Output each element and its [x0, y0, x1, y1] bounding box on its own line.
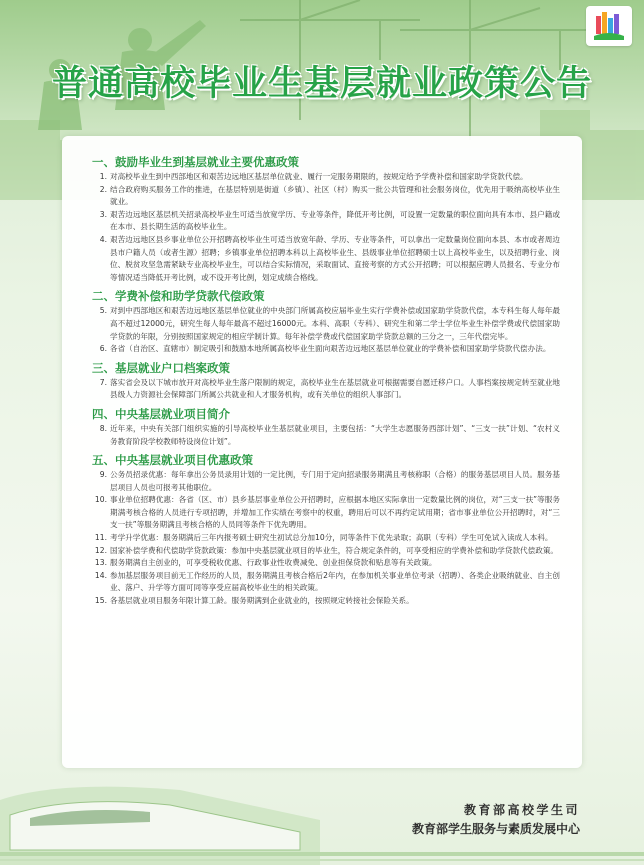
- list-item: [94, 234, 560, 284]
- issuer-line-2: 教育部学生服务与素质发展中心: [411, 822, 580, 836]
- item-text: 各省（自治区、直辖市）制定吸引和鼓励本地所属高校毕业生面向艰苦边远地区基层单位就业的学费补偿和国家助学贷款代偿办法。: [110, 344, 551, 354]
- list-item: [94, 305, 560, 343]
- section-title: 四、中央基层就业项目简介: [92, 406, 230, 421]
- section-title: 二、学费补偿和助学贷款代偿政策: [92, 289, 265, 304]
- list-item: [94, 545, 560, 558]
- item-text: 各基层就业项目服务年限计算工龄。服务期满到企业就业的，按照规定转接社会保险关系。: [110, 596, 414, 606]
- list-item: [94, 423, 560, 448]
- item-number: 5.: [99, 306, 107, 316]
- section-3: [94, 360, 560, 402]
- issuer-signature: [412, 800, 580, 838]
- policy-content-panel: [62, 136, 582, 768]
- list-item: [94, 494, 560, 532]
- section-4: [94, 406, 560, 448]
- list-item: [94, 595, 560, 608]
- list-item: [94, 469, 560, 494]
- item-text: 艰苦边远地区基层机关招录高校毕业生可适当放宽学历、专业等条件，降低开考比例，可设置一定数量的职位面向具有本市、县户籍或在本市、县长期生活的高校毕业生。: [110, 209, 560, 232]
- list-item: [94, 377, 560, 402]
- item-number: 8.: [99, 423, 107, 433]
- item-text: 考学升学优惠：服务期满后三年内报考硕士研究生初试总分加10分，同等条件下优先录取；高职（专科）学生可免试入读成人本科。: [110, 533, 553, 543]
- item-text: 国家补偿学费和代偿助学贷款政策：参加中央基层就业项目的毕业生，符合规定条件的，可享受相应的学费补偿和助学贷款代偿政策。: [110, 545, 559, 555]
- item-number: 7.: [99, 377, 107, 387]
- item-number: 12.: [94, 545, 107, 555]
- item-number: 9.: [99, 470, 107, 480]
- item-text: 对高校毕业生到中西部地区和艰苦边远地区基层单位就业、履行一定服务期限的，按规定给予学费补偿和国家助学贷款代偿。: [110, 172, 528, 181]
- list-item: [94, 209, 560, 234]
- brand-logo: [586, 6, 632, 46]
- item-text: 事业单位招聘优惠：各省（区、市）县乡基层事业单位公开招聘时，应根据本地区实际拿出一定数量比例的岗位，对“三支一扶”等服务期满考核合格的人员进行专项招聘，并增加工作实绩在考察中的权重，聘用后可以不再约定试用期；省市事业单位公开招聘时，对“三支一扶”等服务期满且考核合格的人员同等条件下优先聘用。: [110, 495, 560, 530]
- item-text: 参加基层服务项目前无工作经历的人员，服务期满且考核合格后2年内，在参加机关事业单位考录（招聘）、各类企业吸纳就业、自主创业、落户、升学等方面可同等享受应届高校毕业生的相关政策。: [110, 570, 560, 593]
- item-number: 3.: [99, 209, 107, 219]
- list-item: [94, 570, 560, 595]
- list-item: [94, 184, 560, 209]
- item-number: 1.: [99, 172, 107, 181]
- list-item: [94, 171, 560, 184]
- item-number: 14.: [94, 570, 107, 580]
- item-number: 11.: [94, 533, 107, 543]
- item-text: 公务员招录优惠：每年拿出公务员录用计划的一定比例，专门用于定向招录服务期满且考核称职（合格）的服务基层项目人员。服务基层项目人员也可报考其他职位。: [110, 470, 560, 492]
- page-title: 普通高校毕业生基层就业政策公告: [51, 64, 592, 104]
- list-item: [94, 532, 560, 545]
- item-number: 4.: [99, 234, 107, 244]
- item-number: 15.: [94, 596, 107, 606]
- item-text: 艰苦边远地区县乡事业单位公开招聘高校毕业生可适当放宽年龄、学历、专业等条件，可以拿出一定数量岗位面向本县、本市或者周边县市户籍人员（或者生源）招聘；乡镇事业单位招聘本科以上高校毕业生、县级事业单位招聘硕士以上高校毕业生，以及招聘行业、岗位、脱贫攻坚急需紧缺专业高校毕业生，可以结合实际情况，采取面试、直接考察的方式公开招聘；可以根据应聘人员报名、专业分布等情况适当降低开考比例，或不设开考比例，划定成绩合格线。: [110, 234, 560, 282]
- list-item: [94, 557, 560, 570]
- section-1: [94, 154, 560, 284]
- section-title: 三、基层就业户口档案政策: [92, 360, 230, 375]
- section-5: [94, 452, 560, 608]
- list-item: [94, 343, 560, 356]
- item-text: 结合政府购买服务工作的推进，在基层特别是街道（乡镇）、社区（村）购买一批公共管理和社会服务岗位，优先用于吸纳高校毕业生就业。: [110, 184, 560, 207]
- item-number: 2.: [99, 184, 107, 194]
- item-number: 10.: [94, 495, 107, 505]
- item-number: 13.: [94, 558, 107, 568]
- section-2: [94, 288, 560, 355]
- item-text: 落实省会及以下城市放开对高校毕业生落户限制的规定，高校毕业生在基层就业可根据需要自愿迁移户口。人事档案按规定转至就业地县级人力资源社会保障部门所属公共就业和人才服务机构，或有关单位的组织人事部门。: [110, 377, 560, 400]
- section-title: 五、中央基层就业项目优惠政策: [92, 453, 253, 468]
- item-text: 对到中西部地区和艰苦边远地区基层单位就业的中央部门所属高校应届毕业生实行学费补偿或国家助学贷款代偿，本专科生每人每年最高不超过12000元，研究生每人每年最高不超过16000元。本科、高职（专科）、研究生和第二学士学位毕业生补偿学费或代偿国家助学贷款的年限，分别按照国家规定的相应学制计算。每年补偿学费或代偿国家助学贷款总额的三分之一，三年代偿完毕。: [110, 306, 560, 341]
- item-text: 服务期满自主创业的，可享受税收优惠、行政事业性收费减免、创业担保贷款和贴息等有关政策。: [110, 558, 437, 568]
- item-number: 6.: [99, 344, 107, 354]
- issuer-line-1: 教育部高校学生司: [463, 803, 580, 817]
- section-title: 一、鼓励毕业生到基层就业主要优惠政策: [92, 155, 299, 169]
- item-text: 近年来，中央有关部门组织实施的引导高校毕业生基层就业项目，主要包括：“大学生志愿服务西部计划”、“三支一扶”计划、“农村义务教育阶段学校教师特设岗位计划”。: [110, 423, 560, 446]
